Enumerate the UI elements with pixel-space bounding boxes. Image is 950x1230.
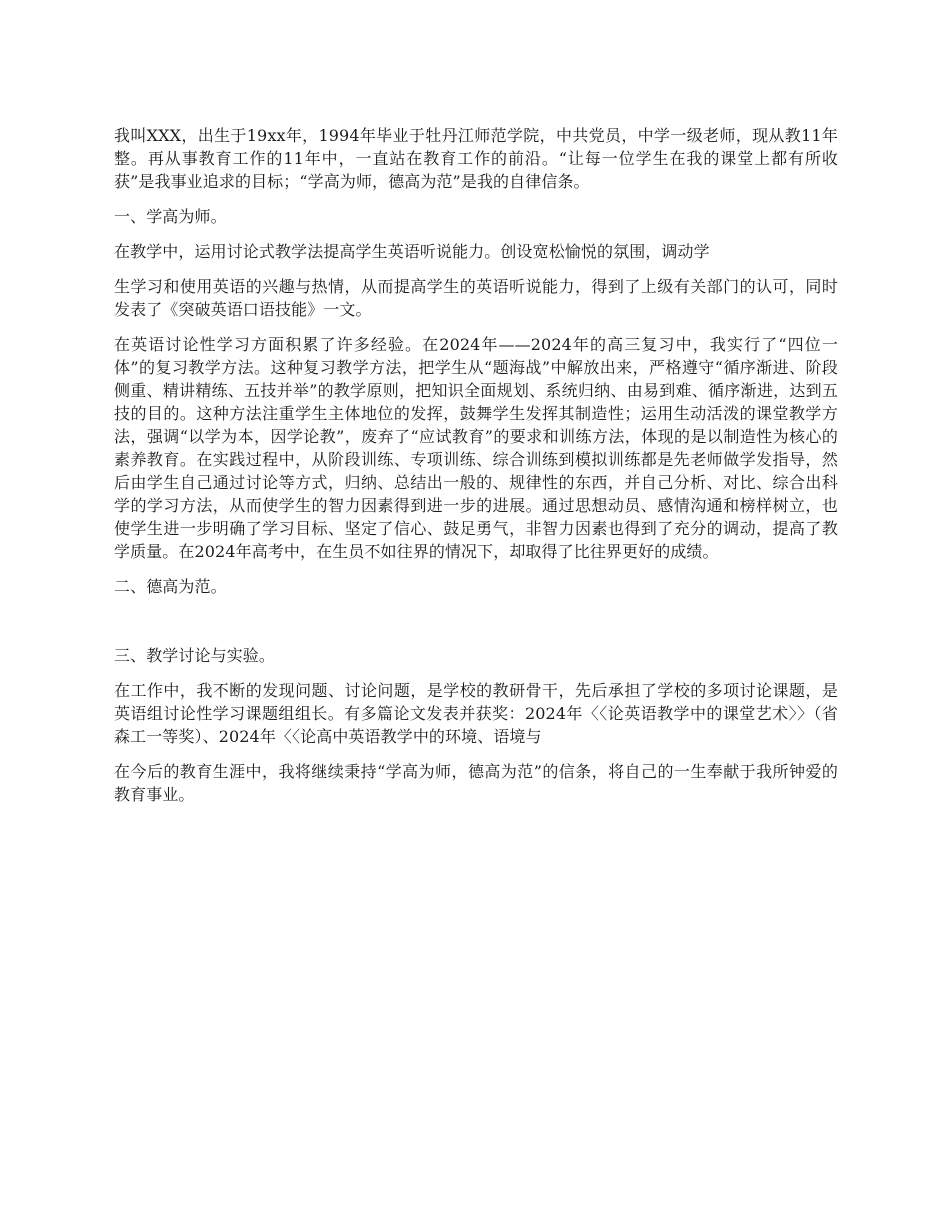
section-heading-3: 三、教学讨论与实验。 <box>114 646 276 665</box>
paragraph-research: 在工作中，我不断的发现问题、讨论问题，是学校的教研骨干，先后承担了学校的多项讨论课题，是英语组讨论性学习课题组组长。有多篇论文发表并获奖：2024年〈〈论英语教学中的课堂艺术〉〉（省森工一等奖）、2024年〈〈论高中英语教学中的环境、语境与 <box>114 681 838 746</box>
paragraph-teaching-1: 在教学中，运用讨论式教学法提高学生英语听说能力。创设宽松愉悦的氛围，调动学 <box>114 242 710 261</box>
paragraph-teaching-2: 生学习和使用英语的兴趣与热情，从而提高学生的英语听说能力，得到了上级有关部门的认可，同时发表了《突破英语口语技能》一文。 <box>114 277 838 319</box>
section-heading-1: 一、学高为师。 <box>114 207 227 226</box>
section-heading-2: 二、德高为范。 <box>114 577 227 596</box>
paragraph-experience: 在英语讨论性学习方面积累了许多经验。在2024年——2024年的高三复习中，我实行了“四位一体”的复习教学方法。这种复习教学方法，把学生从“题海战”中解放出来，严格遵守“循序渐进、阶段侧重、精讲精练、五技并举”的教学原则，把知识全面规划、系统归纳、由易到难、循序渐进，达到五技的目的。这种方法注重学生主体地位的发挥，鼓舞学生发挥其制造性；运用生动活泼的课堂教学方法，强调“以学为本，因学论教”，废弃了“应试教育”的要求和训练方法，体现的是以制造性为核心的素养教育。在实践过程中，从阶段训练、专项训练、综合训练到模拟训练都是先老师做学发指导，然后由学生自己通过讨论等方式，归纳、总结出一般的、规律性的东西，并自己分析、对比、综合出科学的学习方法，从而使学生的智力因素得到进一步的进展。通过思想动员、感情沟通和榜样树立，也使学生进一步明确了学习目标、坚定了信心、鼓足勇气，非智力因素也得到了充分的调动，提高了教学质量。在2024年高考中，在生员不如往界的情况下，却取得了比往界更好的成绩。 <box>114 335 838 561</box>
document-body <box>114 124 838 818</box>
paragraph-intro: 我叫XXX，出生于19xx年，1994年毕业于牡丹江师范学院，中共党员，中学一级老师，现从教11年整。再从事教育工作的11年中，一直站在教育工作的前沿。“让每一位学生在我的课堂上都有所收获”是我事业追求的目标；“学高为师，德高为范”是我的自律信条。 <box>114 126 838 191</box>
paragraph-conclusion: 在今后的教育生涯中，我将继续秉持“学高为师，德高为范”的信条，将自己的一生奉献于我所钟爱的教育事业。 <box>114 762 838 804</box>
